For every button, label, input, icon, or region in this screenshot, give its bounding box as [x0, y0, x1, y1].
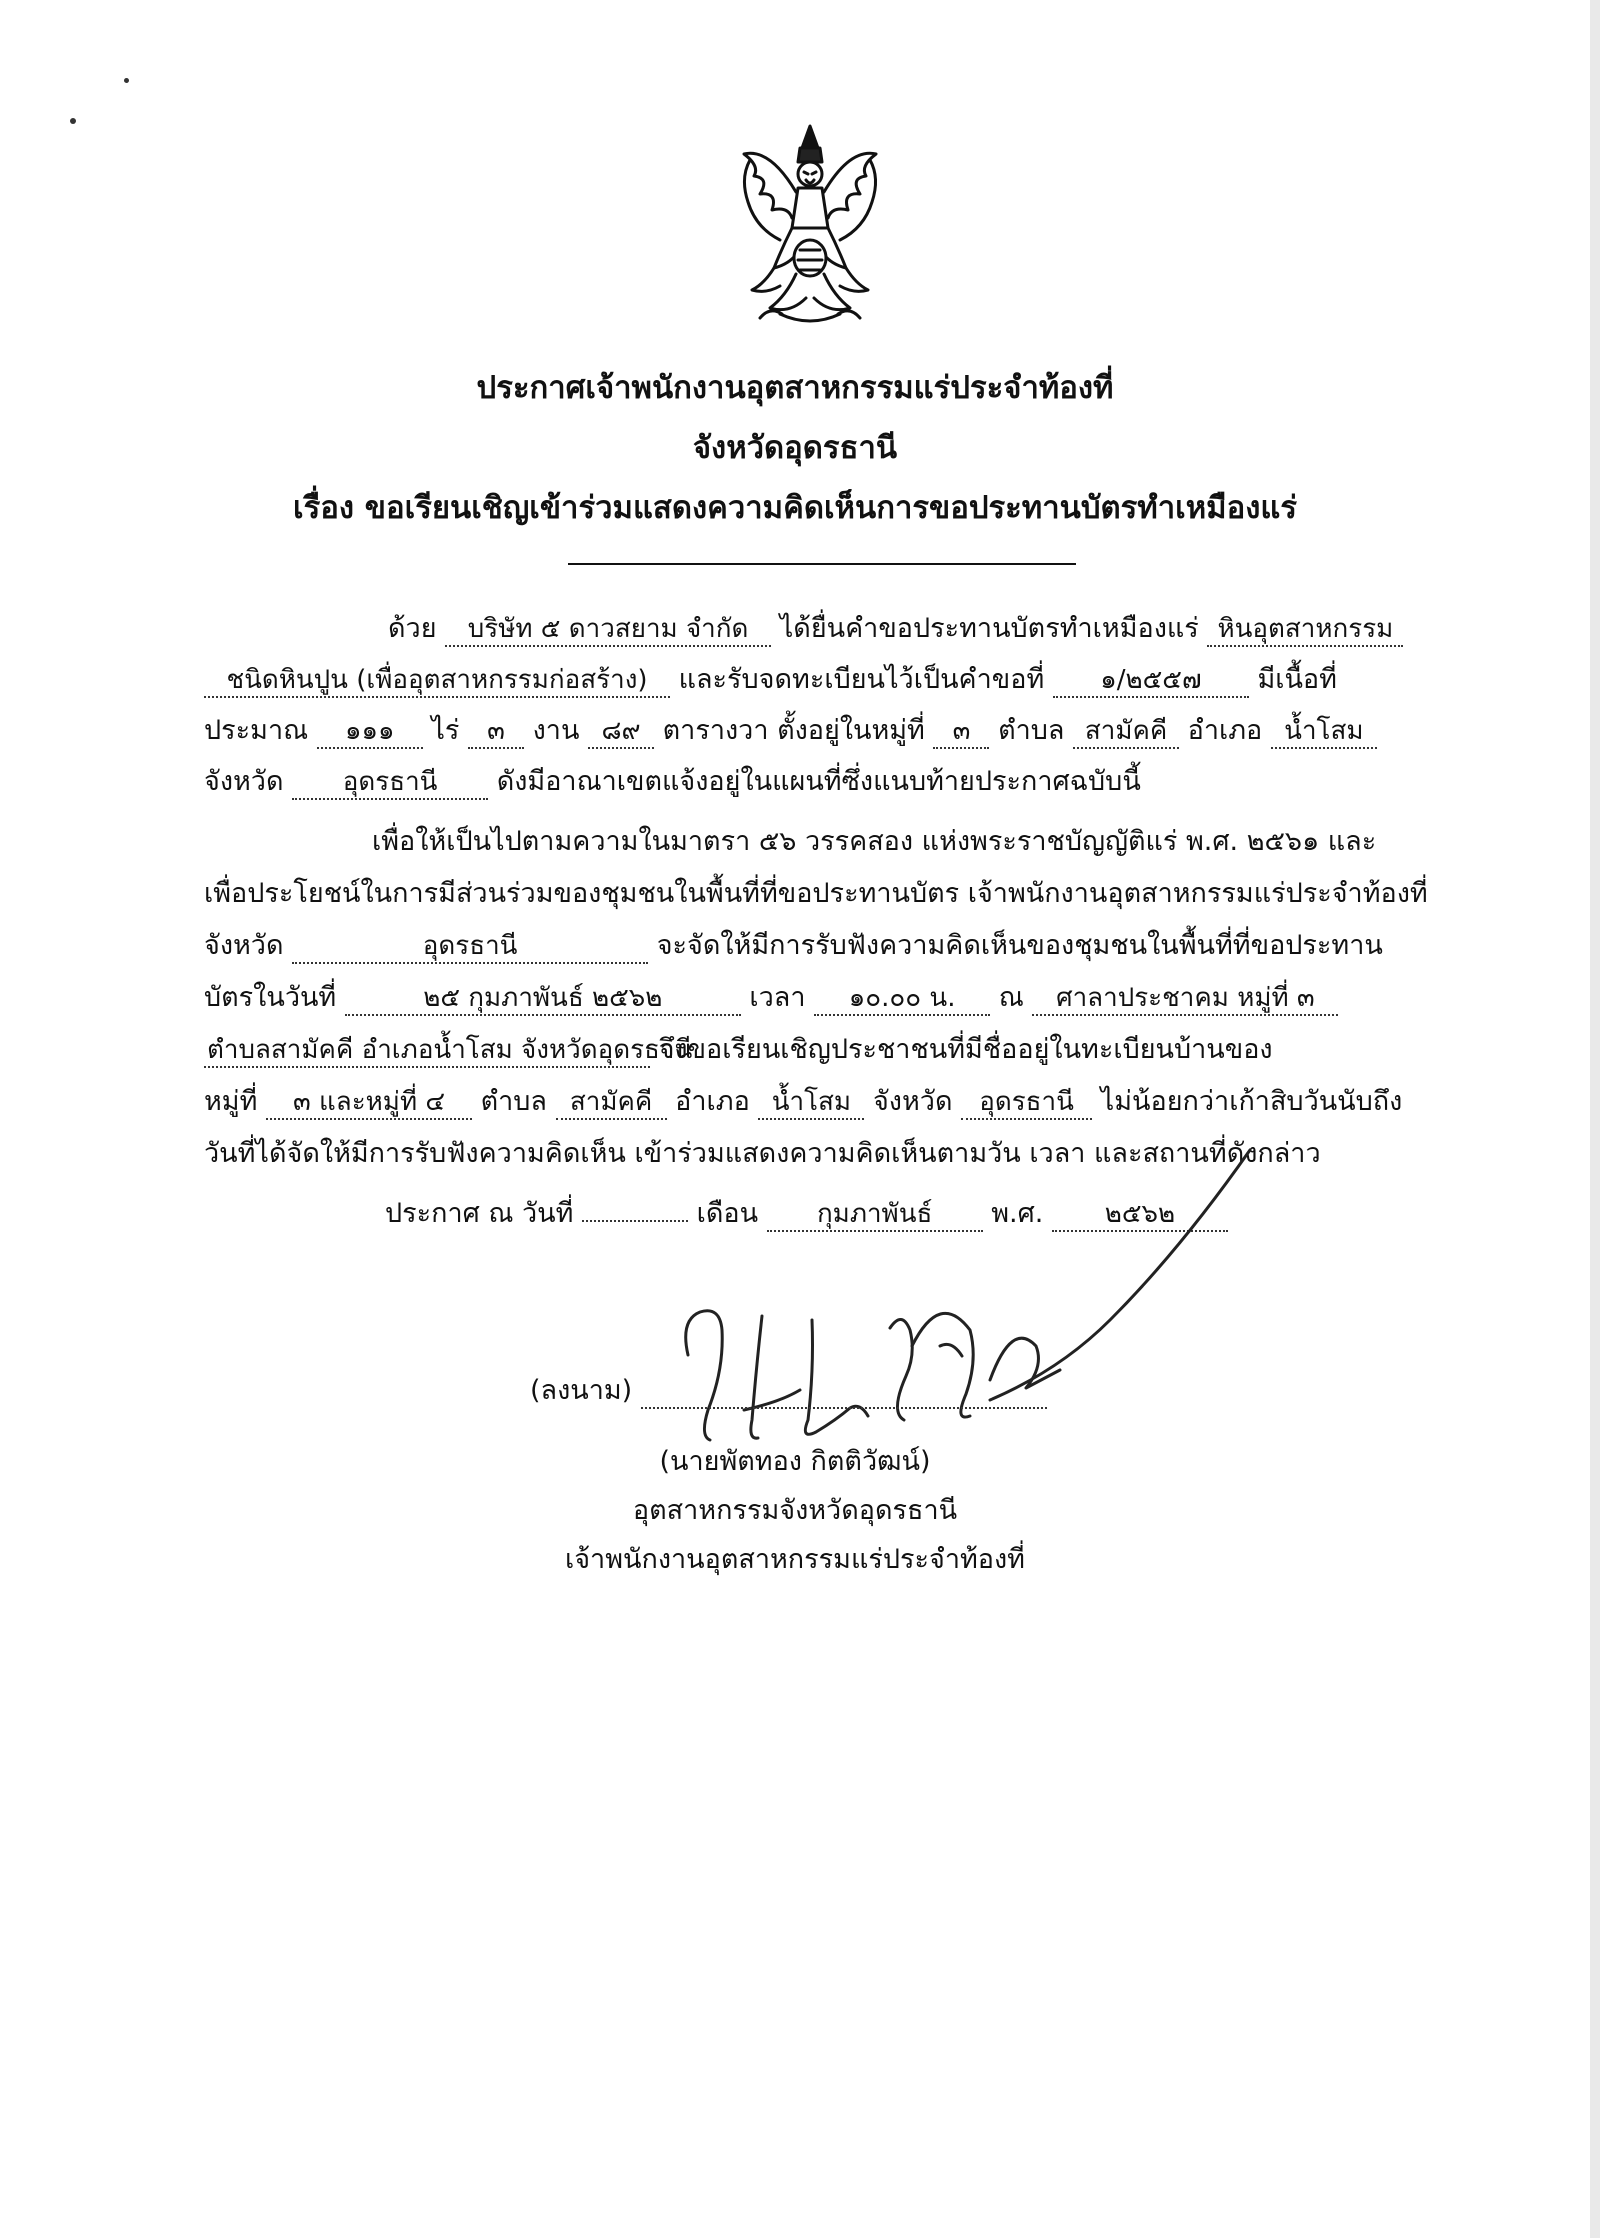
text: และรับจดทะเบียนไว้เป็นคำขอที่ — [678, 664, 1045, 695]
text: อำเภอ — [1187, 715, 1263, 746]
text: ตารางวา ตั้งอยู่ในหมู่ที่ — [662, 715, 925, 746]
sign-line — [530, 1375, 1047, 1409]
handwritten-signature — [640, 1140, 1260, 1460]
text: จึงขอเรียนเชิญประชาชนที่มีชื่ออยู่ในทะเบียนบ้านของ — [658, 1034, 1273, 1065]
area-wa-field: ๘๙ — [588, 717, 654, 749]
text: งาน — [532, 715, 580, 746]
company-field: บริษัท ๕ ดาวสยาม จำกัด — [445, 615, 771, 647]
tambon-field: สามัคคี — [1073, 717, 1179, 749]
text: จังหวัด — [872, 1086, 953, 1117]
text: ไม่น้อยกว่าเก้าสิบวันนับถึง — [1100, 1086, 1403, 1117]
text: หมู่ที่ — [204, 1086, 258, 1117]
hearing-time-field: ๑๐.๐๐ น. — [814, 984, 990, 1016]
request-no-field: ๑/๒๕๕๗ — [1053, 666, 1249, 698]
mineral-type-field: ชนิดหินปูน (เพื่ออุตสาหกรรมก่อสร้าง) — [204, 666, 670, 698]
announce-year-field: ๒๕๖๒ — [1052, 1200, 1228, 1232]
sign-label: (ลงนาม) — [530, 1375, 633, 1406]
area-rai-field: ๑๑๑ — [317, 717, 423, 749]
para2-line1: เพื่อให้เป็นไปตามความในมาตรา ๕๖ วรรคสอง แห่งพระราชบัญญัติแร่ พ.ศ. ๒๕๖๑ และ — [372, 826, 1377, 857]
moo-field: ๓ — [933, 717, 989, 749]
text: ประมาณ — [204, 715, 309, 746]
province-field: อุดรธานี — [292, 768, 488, 800]
province-field: อุดรธานี — [961, 1088, 1092, 1120]
moo-list-field: ๓ และหมู่ที่ ๔ — [266, 1088, 472, 1120]
signer-position: เจ้าพนักงานอุตสาหกรรมแร่ประจำท้องที่ — [565, 1544, 1025, 1575]
text: จังหวัด — [204, 930, 284, 961]
text: ตำบล — [480, 1086, 547, 1117]
amphoe-field: น้ำโสม — [1271, 717, 1377, 749]
announce-month-field: กุมภาพันธ์ — [767, 1200, 983, 1232]
garuda-emblem-icon — [730, 118, 890, 330]
header-subject-line: เรื่อง ขอเรียนเชิญเข้าร่วมแสดงความคิดเห็นการขอประทานบัตรทำเหมืองแร่ — [293, 490, 1297, 526]
text: ด้วย — [388, 613, 437, 644]
text: ณ — [998, 982, 1024, 1013]
signature-field — [641, 1377, 1047, 1409]
text: พ.ศ. — [991, 1198, 1044, 1229]
province-field: อุดรธานี — [292, 932, 648, 964]
page-edge — [1590, 0, 1600, 2238]
mineral-field: หินอุตสาหกรรม — [1207, 615, 1403, 647]
para1-line1 — [388, 613, 1403, 647]
para2-line4 — [204, 982, 1338, 1016]
tambon-field: สามัคคี — [556, 1088, 667, 1120]
para2-line7: วันที่ได้จัดให้มีการรับฟังความคิดเห็น เข้าร่วมแสดงความคิดเห็นตามวัน เวลา และสถานที่ดังกล่าว — [204, 1138, 1321, 1169]
para1-line4 — [204, 766, 1141, 800]
area-ngan-field: ๓ — [468, 717, 524, 749]
venue-field: ศาลาประชาคม หมู่ที่ ๓ — [1032, 984, 1338, 1016]
signer-title: อุตสาหกรรมจังหวัดอุดรธานี — [632, 1495, 958, 1526]
text: มีเนื้อที่ — [1257, 664, 1337, 695]
text: จังหวัด — [204, 766, 284, 797]
signer-name: (นายพัตทอง กิตติวัฒน์) — [659, 1446, 931, 1477]
para2-line6 — [204, 1086, 1402, 1120]
scan-speck — [70, 118, 76, 124]
para1-line3 — [204, 715, 1377, 749]
header-title-line1: ประกาศเจ้าพนักงานอุตสาหกรรมแร่ประจำท้องที่ — [476, 370, 1114, 406]
para2-line2: เพื่อประโยชน์ในการมีส่วนร่วมของชุมชนในพื้นที่ที่ขอประทานบัตร เจ้าพนักงานอุตสาหกรรมแร่ประจำท้องที่ — [204, 878, 1428, 909]
hearing-date-field: ๒๕ กุมภาพันธ์ ๒๕๖๒ — [345, 984, 741, 1016]
para1-line2 — [204, 664, 1337, 698]
text: เวลา — [749, 982, 806, 1013]
text: เดือน — [696, 1198, 759, 1229]
text: ตำบล — [998, 715, 1065, 746]
text: ดังมีอาณาเขตแจ้งอยู่ในแผนที่ซึ่งแนบท้ายประกาศฉบับนี้ — [496, 766, 1141, 797]
para2-line5 — [204, 1034, 1273, 1068]
header-divider — [568, 563, 1076, 565]
header-title-line2: จังหวัดอุดรธานี — [692, 430, 898, 466]
text: ไร่ — [431, 715, 460, 746]
text: อำเภอ — [675, 1086, 750, 1117]
scan-speck — [124, 78, 129, 83]
para2-line3 — [204, 930, 1383, 964]
text: จะจัดให้มีการรับฟังความคิดเห็นของชุมชนในพื้นที่ที่ขอประทาน — [656, 930, 1383, 961]
venue-location-field: ตำบลสามัคคี อำเภอน้ำโสม จังหวัดอุดรธานี — [204, 1036, 650, 1068]
text: บัตรในวันที่ — [204, 982, 337, 1013]
amphoe-field: น้ำโสม — [758, 1088, 864, 1120]
text: ประกาศ ณ วันที่ — [385, 1198, 574, 1229]
text: ได้ยื่นคำขอประทานบัตรทำเหมืองแร่ — [779, 613, 1199, 644]
